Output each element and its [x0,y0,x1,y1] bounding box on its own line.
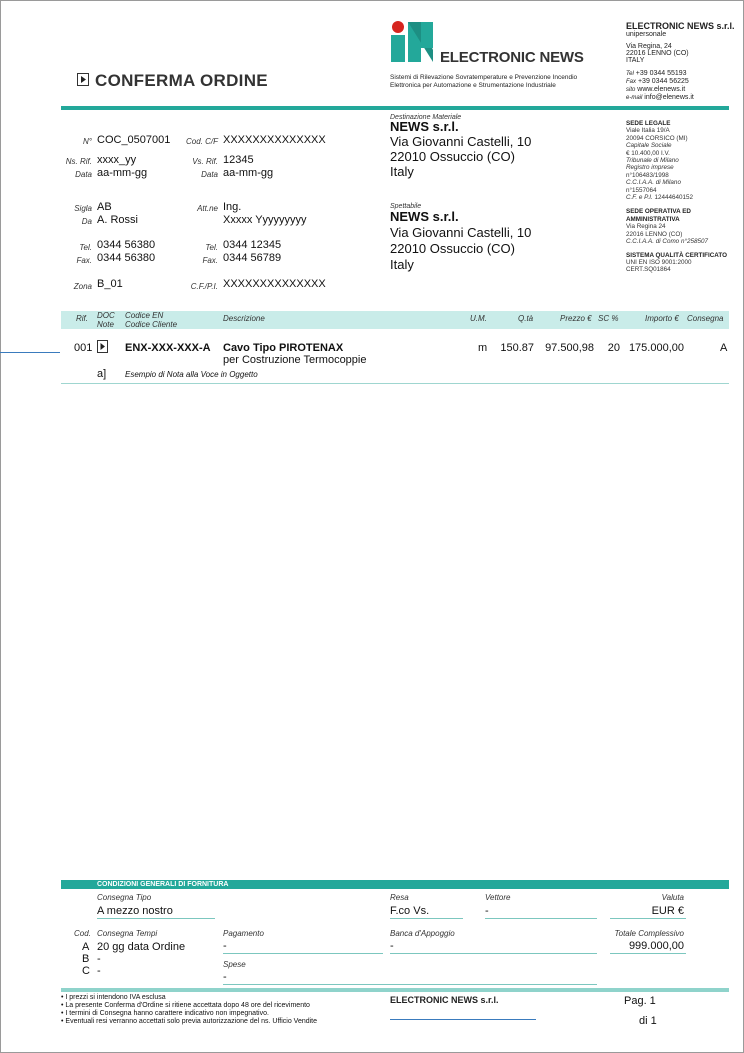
page-total: di 1 [639,1015,657,1027]
company-logo-icon [390,20,434,64]
data2-label: Data [201,170,218,179]
pagamento-value: - [223,940,227,952]
spese-underline [223,984,597,985]
da-value: A. Rossi [97,214,138,226]
row-note-ref: a] [97,368,107,380]
zona-label: Zona [73,282,92,291]
consegna-tempi-label: Consegna Tempi [97,929,158,938]
recipient-line-1: Via Giovanni Castelli, 10 [390,225,532,240]
recipient-line-3: Italy [390,257,414,272]
tel1-label: Tel. [79,243,92,252]
qualita-line: UNI EN ISO 9001:2000 [626,258,692,266]
attne-value-2: Xxxxx Yyyyyyyyy [223,214,307,226]
header-rule [61,106,729,110]
company-addr-3: ITALY [626,57,645,64]
sede-operativa-title: SEDE OPERATIVA ED [626,208,691,216]
row-consegna: A [720,342,728,354]
n-label: N° [83,137,92,146]
data1-value: aa-mm-gg [97,167,148,179]
tempi-value-b: - [97,953,101,965]
data2-value: aa-mm-gg [223,167,274,179]
attne-label: Att.ne [197,204,218,213]
col-note: Note [97,320,114,329]
tel1-value: 0344 56380 [97,239,156,251]
destination-name: NEWS s.r.l. [390,119,459,134]
sede-legale-title: SEDE LEGALE [626,120,671,127]
row-rif: 001 [74,342,93,354]
company-email: e-mail info@elenews.it [626,94,694,101]
footer-note: • La presente Conferma d'Ordine si ritiene accettata dopo 48 ore del ricevimento [61,1002,310,1009]
resa-value: F.co Vs. [390,905,430,917]
page-number: Pag. 1 [624,995,656,1007]
valuta-value: EUR € [651,905,684,917]
registro-label: Registro imprese [626,164,674,172]
legal-block [626,120,736,274]
tempi-value-c: - [97,965,101,977]
consegna-tipo-value: A mezzo nostro [97,905,173,917]
recipient-label: Spettabile [390,203,422,210]
footer-company: ELECTRONIC NEWS s.r.l. [390,995,499,1005]
data1-label: Data [75,170,92,179]
fax2-label: Fax. [202,256,218,265]
col-rif: Rif. [76,314,88,323]
doc-icon [77,73,89,86]
vsrif-label: Vs. Rif. [192,157,218,166]
company-tel: Tel +39 0344 55193 [626,70,687,77]
logo-wordmark: ELECTRONIC NEWS [440,49,584,66]
fax1-value: 0344 56380 [97,252,156,264]
row-desc-1: Cavo Tipo PIROTENAX [223,342,344,354]
tempi-cod-c: C [82,965,90,977]
sede-operativa-line: C.C.I.A.A. di Como n°258507 [626,238,708,246]
col-doc: DOC [97,311,115,320]
tribunale-label: Tribunale di Milano [626,157,679,165]
order-number: COC_0507001 [97,134,171,146]
col-um: U.M. [470,314,487,323]
cciaa-label: C.C.I.A.A. di Milano [626,179,681,187]
tel2-value: 0344 12345 [223,239,282,251]
row-sc: 20 [607,342,620,354]
recipient-name: NEWS s.r.l. [390,209,459,224]
row-um: m [478,342,488,354]
row-prezzo: 97.500,98 [545,342,594,354]
col-codice-en: Codice EN [125,311,164,320]
company-site: sito www.elenews.it [626,86,686,93]
col-descrizione: Descrizione [223,314,265,323]
consegna-tipo-underline [97,918,215,919]
tel2-label: Tel. [205,243,218,252]
spese-value: - [223,971,227,983]
tempi-cod-b: B [82,953,90,965]
cfpi-value: XXXXXXXXXXXXXX [223,278,326,290]
sigla-label: Sigla [74,204,92,213]
destination-line-1: Via Giovanni Castelli, 10 [390,134,532,149]
brand-tagline-2: Elettronica per Automazione e Strumentazione Industriale [390,82,556,89]
vettore-underline [485,918,597,919]
fax1-label: Fax. [76,256,92,265]
valuta-label: Valuta [661,893,684,902]
recipient-line-2: 22010 Ossuccio (CO) [390,241,515,256]
capitale-label: Capitale Sociale [626,142,672,150]
col-consegna: Consegna [687,314,724,323]
sede-operativa-line: Via Regina 24 [626,223,666,231]
cciaa-value: n°1557064 [626,186,657,194]
capitale-value: € 10.400,00 I.V. [626,149,670,157]
row-note-text: Esempio di Nota alla Voce in Oggetto [125,370,258,379]
fax2-value: 0344 56789 [223,252,282,264]
attne-value-1: Ing. [223,201,242,213]
totale-label: Totale Complessivo [614,929,684,938]
row-divider [61,383,729,384]
pagamento-underline [223,953,383,954]
company-sub: unipersonale [626,31,667,38]
codcf-label: Cod. C/F [185,137,218,146]
col-importo: Importo € [645,314,679,323]
sede-legale-line: Viale Italia 19/A [626,127,670,135]
banca-label: Banca d'Appoggio [390,929,455,938]
destination-line-2: 22010 Ossuccio (CO) [390,149,515,164]
company-fax: Fax +39 0344 56225 [626,78,689,85]
company-addr-2: 22016 LENNO (CO) [626,50,689,57]
totale-value: 999.000,00 [628,940,684,952]
banca-underline [390,953,597,954]
sigla-value: AB [97,201,112,213]
row-codice: ENX-XXX-XXX-A [125,342,211,354]
legal-cfpi: C.F. e P.I. 12444640152 [626,194,693,202]
qualita-line: CERT.SQ01864 [626,266,671,274]
da-label: Da [81,217,92,226]
company-name: ELECTRONIC NEWS s.r.l. [626,21,735,31]
nsrif-value: xxxx_yy [97,154,137,166]
spese-label: Spese [223,960,246,969]
row-doc-icon[interactable] [97,340,108,353]
nsrif-label: Ns. Rif. [65,157,92,166]
qualita-title: SISTEMA QUALITÀ CERTIFICATO [626,251,727,259]
vettore-label: Vettore [485,893,511,902]
codcf-value: XXXXXXXXXXXXXX [223,134,326,146]
conditions-title: CONDIZIONI GENERALI DI FORNITURA [97,881,229,888]
destination-line-3: Italy [390,164,414,179]
row-importo: 175.000,00 [628,342,684,354]
col-sc: SC % [598,314,619,323]
brand-tagline-1: Sistemi di Rilevazione Sovratemperature e Prevenzione Incendio [390,74,578,81]
footer-notes [61,994,317,1026]
destination-label: Destinazione Materiale [390,114,462,121]
left-margin-mark [0,352,60,353]
footer-note: • I termini di Consegna hanno carattere indicativo non impegnativo. [61,1010,269,1017]
sede-legale-line: 20094 CORSICO (MI) [626,134,688,142]
cfpi-label: C.F./P.I. [190,282,218,291]
cod-label: Cod. [74,929,91,938]
valuta-underline [610,918,686,919]
col-qta: Q.tà [518,314,534,323]
footer-rule [61,988,729,992]
tempi-value-a: 20 gg data Ordine [97,941,186,953]
col-prezzo: Prezzo € [560,314,592,323]
sede-operativa-title: AMMINISTRATIVA [626,215,680,223]
consegna-tipo-label: Consegna Tipo [97,893,152,902]
tempi-cod-a: A [82,941,90,953]
vettore-value: - [485,905,489,917]
pagamento-label: Pagamento [223,929,264,938]
registro-value: n°106483/1998 [626,171,669,179]
vsrif-value: 12345 [223,154,254,166]
totale-underline [610,953,686,954]
resa-label: Resa [390,893,409,902]
zona-value: B_01 [97,278,123,290]
col-codice-cliente: Codice Cliente [125,320,178,329]
row-qta: 150.87 [500,342,534,354]
resa-underline [390,918,463,919]
row-desc-2: per Costruzione Termocoppie [223,354,367,366]
company-addr-1: Via Regina, 24 [626,43,672,50]
sede-operativa-line: 22016 LENNO (CO) [626,230,683,238]
banca-value: - [390,940,394,952]
signature-line [390,1019,536,1020]
page-title: CONFERMA ORDINE [95,71,268,90]
footer-note: • I prezzi si intendono IVA esclusa [61,994,166,1001]
footer-note: • Eventuali resi verranno accettati solo previa autorizzazione del ns. Ufficio Vendite [61,1018,318,1025]
